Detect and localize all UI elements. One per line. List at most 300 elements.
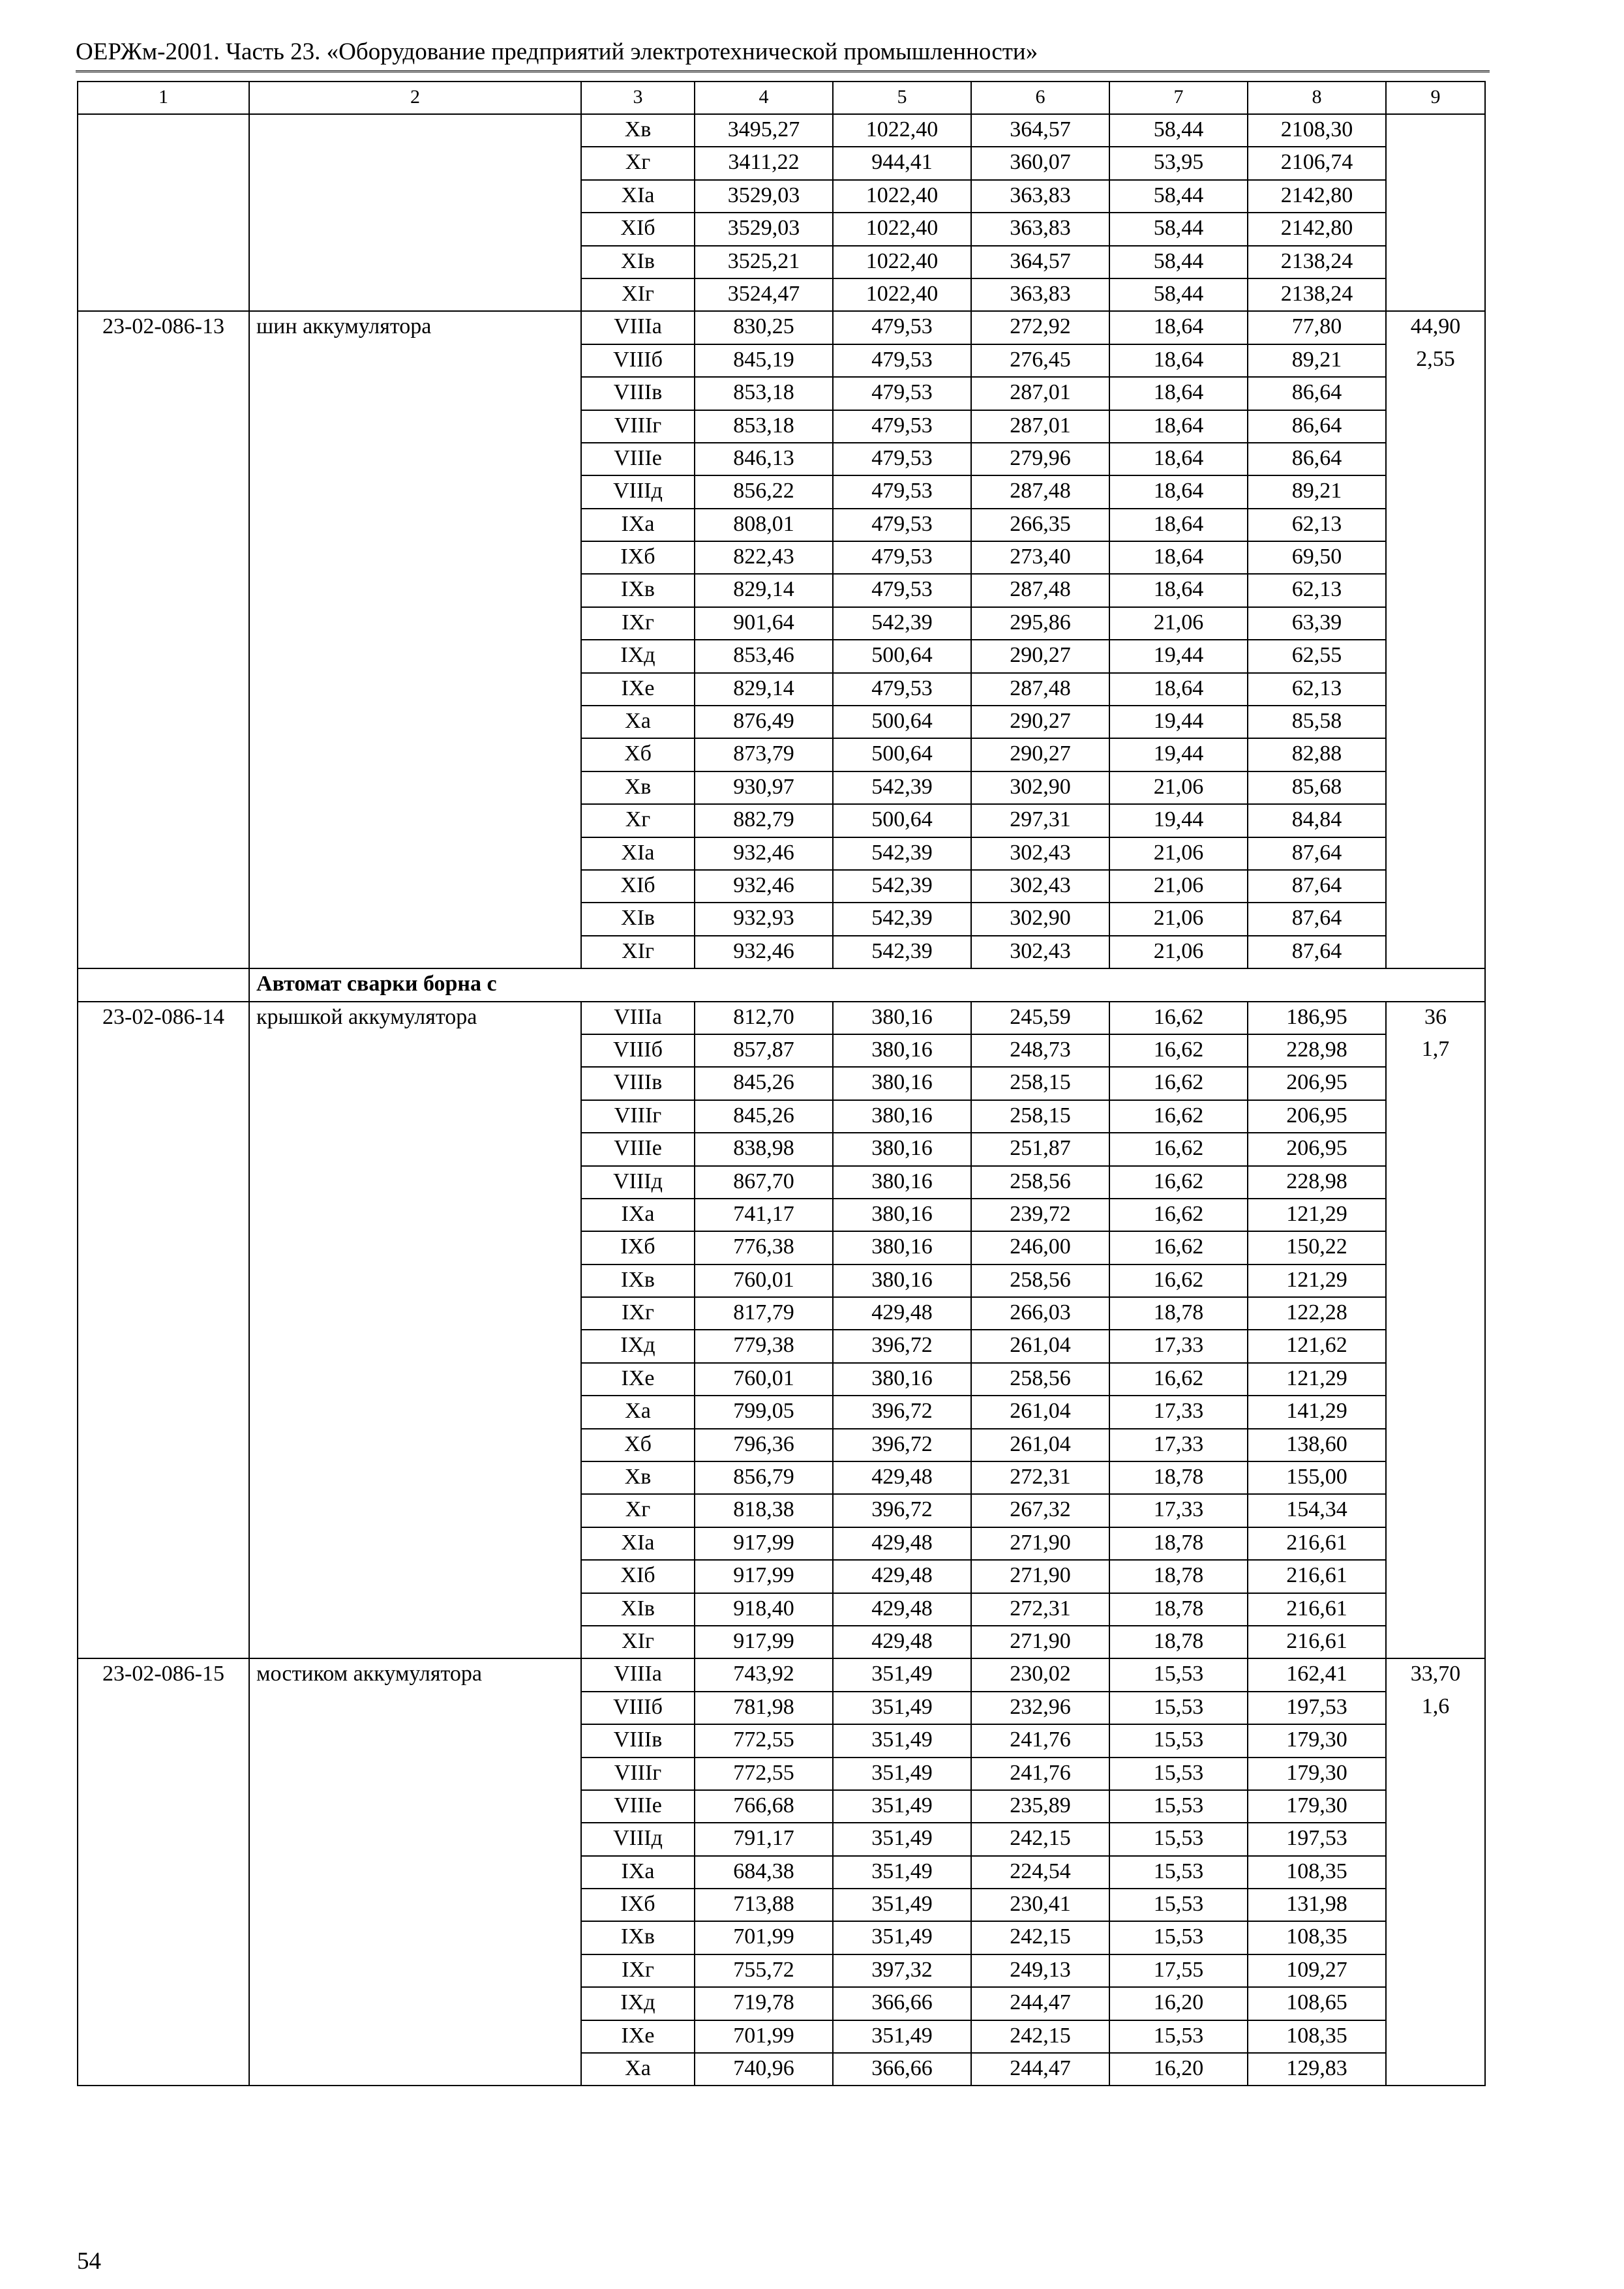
- cell-c8: 216,61: [1248, 1626, 1386, 1658]
- cell-c5: 351,49: [833, 1856, 971, 1889]
- cell-c1: [78, 541, 249, 574]
- cell-c3: XIа: [581, 837, 695, 870]
- cell-c2: [249, 1429, 581, 1461]
- rates-table: [77, 81, 1486, 2086]
- cell-c6: 363,83: [971, 213, 1109, 245]
- cell-c1: [78, 1100, 249, 1133]
- table-row: [78, 1429, 1485, 1461]
- cell-c5: 351,49: [833, 1823, 971, 1855]
- cell-c5: 479,53: [833, 344, 971, 377]
- cell-c7: 19,44: [1109, 640, 1248, 672]
- cell-c2: [249, 1527, 581, 1560]
- cell-c5: 429,48: [833, 1527, 971, 1560]
- cell-c8: 62,13: [1248, 673, 1386, 706]
- cell-c1: [78, 870, 249, 903]
- cell-c5: 366,66: [833, 1987, 971, 2020]
- cell-c1: [78, 1987, 249, 2020]
- cell-c3: XIб: [581, 1560, 695, 1593]
- cell-c5: 479,53: [833, 443, 971, 475]
- cell-c5: 396,72: [833, 1494, 971, 1527]
- cell-c7: 58,44: [1109, 213, 1248, 245]
- cell-c6: 290,27: [971, 640, 1109, 672]
- cell-c6: 258,56: [971, 1363, 1109, 1396]
- cell-c8: 62,55: [1248, 640, 1386, 672]
- cell-c1: [78, 2053, 249, 2086]
- cell-c2: [249, 1231, 581, 1264]
- cell-c8: 108,35: [1248, 1856, 1386, 1889]
- cell-c9: [1386, 1461, 1485, 1494]
- cell-c9: [1386, 1987, 1485, 2020]
- cell-c2: [249, 1856, 581, 1889]
- cell-c6: 271,90: [971, 1560, 1109, 1593]
- cell-c5: 351,49: [833, 1921, 971, 1954]
- cell-c2: [249, 870, 581, 903]
- cell-c2: [249, 1790, 581, 1823]
- cell-c1: [78, 1297, 249, 1330]
- cell-c6: 258,56: [971, 1166, 1109, 1199]
- cell-c8: 162,41: [1248, 1658, 1386, 1691]
- cell-c7: 58,44: [1109, 114, 1248, 147]
- cell-c4: 853,18: [695, 377, 833, 410]
- cell-c9: [1386, 1297, 1485, 1330]
- cell-c8: 154,34: [1248, 1494, 1386, 1527]
- section-empty-cell: [78, 968, 249, 1001]
- cell-c4: 846,13: [695, 443, 833, 475]
- cell-c5: 396,72: [833, 1396, 971, 1428]
- table-row: [78, 1823, 1485, 1855]
- cell-c9: [1386, 1758, 1485, 1790]
- cell-c2: [249, 344, 581, 377]
- cell-c3: VIIIе: [581, 1133, 695, 1165]
- cell-c7: 15,53: [1109, 1889, 1248, 1921]
- cell-c3: IXб: [581, 1231, 695, 1264]
- cell-c4: 799,05: [695, 1396, 833, 1428]
- cell-c7: 19,44: [1109, 804, 1248, 837]
- column-number: 4: [695, 82, 833, 114]
- cell-c4: 867,70: [695, 1166, 833, 1199]
- table-row: [78, 541, 1485, 574]
- cell-c5: 479,53: [833, 377, 971, 410]
- cell-c9: [1386, 574, 1485, 606]
- cell-c9: [1386, 903, 1485, 935]
- column-number: 8: [1248, 82, 1386, 114]
- cell-c4: 856,79: [695, 1461, 833, 1494]
- cell-c7: 16,20: [1109, 2053, 1248, 2086]
- cell-c1: [78, 1330, 249, 1362]
- cell-c8: 2142,80: [1248, 213, 1386, 245]
- cell-c2: [249, 443, 581, 475]
- cell-c5: 429,48: [833, 1593, 971, 1626]
- cell-c9: [1386, 1856, 1485, 1889]
- cell-c1: [78, 1593, 249, 1626]
- cell-c8: 62,13: [1248, 509, 1386, 541]
- cell-c1: [78, 1034, 249, 1067]
- cell-c1: [78, 1724, 249, 1757]
- cell-c9: [1386, 147, 1485, 179]
- cell-c8: 108,65: [1248, 1987, 1386, 2020]
- cell-c7: 15,53: [1109, 1856, 1248, 1889]
- cell-c7: 15,53: [1109, 1790, 1248, 1823]
- cell-c6: 241,76: [971, 1758, 1109, 1790]
- cell-c4: 829,14: [695, 673, 833, 706]
- table-row: [78, 2053, 1485, 2086]
- cell-c1: 23-02-086-13: [78, 311, 249, 344]
- cell-c3: XIа: [581, 1527, 695, 1560]
- cell-c6: 248,73: [971, 1034, 1109, 1067]
- cell-c4: 772,55: [695, 1758, 833, 1790]
- cell-c8: 86,64: [1248, 377, 1386, 410]
- cell-c1: [78, 1823, 249, 1855]
- cell-c5: 380,16: [833, 1133, 971, 1165]
- cell-c1: [78, 1856, 249, 1889]
- cell-c4: 917,99: [695, 1560, 833, 1593]
- cell-c9: [1386, 607, 1485, 640]
- cell-c8: 216,61: [1248, 1560, 1386, 1593]
- table-row: [78, 311, 1485, 344]
- cell-c9: [1386, 1494, 1485, 1527]
- cell-c6: 287,48: [971, 475, 1109, 508]
- cell-c3: VIIIб: [581, 344, 695, 377]
- cell-c1: [78, 1889, 249, 1921]
- cell-c1: 23-02-086-15: [78, 1658, 249, 1691]
- cell-c2: [249, 574, 581, 606]
- table-row: [78, 1461, 1485, 1494]
- table-row: [78, 574, 1485, 606]
- table-row: [78, 1889, 1485, 1921]
- cell-c7: 17,33: [1109, 1330, 1248, 1362]
- cell-c7: 15,53: [1109, 1724, 1248, 1757]
- cell-c8: 2142,80: [1248, 180, 1386, 213]
- column-number: 5: [833, 82, 971, 114]
- cell-c4: 808,01: [695, 509, 833, 541]
- cell-c9: 1,6: [1386, 1692, 1485, 1724]
- cell-c5: 1022,40: [833, 180, 971, 213]
- table-row: [78, 1527, 1485, 1560]
- cell-c8: 179,30: [1248, 1790, 1386, 1823]
- cell-c1: [78, 1790, 249, 1823]
- cell-c3: IXв: [581, 1264, 695, 1297]
- cell-c5: 429,48: [833, 1560, 971, 1593]
- cell-c3: IXг: [581, 1954, 695, 1987]
- cell-c8: 228,98: [1248, 1034, 1386, 1067]
- table-row: [78, 1100, 1485, 1133]
- cell-c4: 701,99: [695, 2020, 833, 2053]
- cell-c2: [249, 2020, 581, 2053]
- cell-c1: [78, 1363, 249, 1396]
- cell-c5: 351,49: [833, 1692, 971, 1724]
- cell-c8: 84,84: [1248, 804, 1386, 837]
- cell-c8: 179,30: [1248, 1758, 1386, 1790]
- cell-c1: [78, 1626, 249, 1658]
- cell-c7: 53,95: [1109, 147, 1248, 179]
- cell-c1: [78, 1461, 249, 1494]
- cell-c2: [249, 180, 581, 213]
- cell-c1: [78, 738, 249, 771]
- cell-c7: 18,78: [1109, 1560, 1248, 1593]
- cell-c1: [78, 147, 249, 179]
- cell-c7: 21,06: [1109, 936, 1248, 968]
- cell-c8: 2106,74: [1248, 147, 1386, 179]
- cell-c4: 3524,47: [695, 278, 833, 311]
- cell-c2: [249, 1461, 581, 1494]
- cell-c2: [249, 1034, 581, 1067]
- cell-c6: 245,59: [971, 1002, 1109, 1034]
- cell-c8: 87,64: [1248, 837, 1386, 870]
- cell-c8: 122,28: [1248, 1297, 1386, 1330]
- cell-c9: [1386, 475, 1485, 508]
- cell-c4: 772,55: [695, 1724, 833, 1757]
- cell-c2: крышкой аккумулятора: [249, 1002, 581, 1034]
- cell-c3: XIб: [581, 870, 695, 903]
- cell-c4: 781,98: [695, 1692, 833, 1724]
- cell-c7: 18,64: [1109, 673, 1248, 706]
- cell-c5: 479,53: [833, 311, 971, 344]
- table-row: [78, 1954, 1485, 1987]
- cell-c7: 18,64: [1109, 509, 1248, 541]
- cell-c7: 19,44: [1109, 738, 1248, 771]
- cell-c7: 18,78: [1109, 1527, 1248, 1560]
- cell-c3: Xв: [581, 114, 695, 147]
- cell-c6: 232,96: [971, 1692, 1109, 1724]
- cell-c7: 16,62: [1109, 1133, 1248, 1165]
- cell-c3: VIIIе: [581, 443, 695, 475]
- table-row: [78, 1067, 1485, 1100]
- cell-c7: 58,44: [1109, 246, 1248, 278]
- cell-c9: [1386, 410, 1485, 443]
- cell-c3: IXд: [581, 1987, 695, 2020]
- cell-c5: 500,64: [833, 804, 971, 837]
- cell-c2: [249, 1921, 581, 1954]
- cell-c1: [78, 1494, 249, 1527]
- cell-c6: 239,72: [971, 1199, 1109, 1231]
- cell-c4: 3525,21: [695, 246, 833, 278]
- cell-c3: XIв: [581, 1593, 695, 1626]
- cell-c6: 258,15: [971, 1100, 1109, 1133]
- cell-c8: 2138,24: [1248, 278, 1386, 311]
- cell-c1: [78, 344, 249, 377]
- cell-c9: 2,55: [1386, 344, 1485, 377]
- cell-c9: [1386, 936, 1485, 968]
- cell-c4: 3529,03: [695, 213, 833, 245]
- cell-c6: 287,01: [971, 377, 1109, 410]
- cell-c5: 479,53: [833, 673, 971, 706]
- cell-c5: 380,16: [833, 1034, 971, 1067]
- cell-c7: 17,33: [1109, 1494, 1248, 1527]
- cell-c2: [249, 1067, 581, 1100]
- cell-c6: 261,04: [971, 1429, 1109, 1461]
- cell-c6: 258,56: [971, 1264, 1109, 1297]
- cell-c9: [1386, 1100, 1485, 1133]
- cell-c1: [78, 180, 249, 213]
- cell-c3: VIIIв: [581, 1724, 695, 1757]
- table-row: [78, 607, 1485, 640]
- cell-c1: [78, 1231, 249, 1264]
- cell-c6: 266,03: [971, 1297, 1109, 1330]
- page-number: 54: [77, 2248, 101, 2275]
- cell-c1: [78, 804, 249, 837]
- cell-c5: 542,39: [833, 771, 971, 804]
- table-row: [78, 344, 1485, 377]
- cell-c4: 817,79: [695, 1297, 833, 1330]
- table-row: [78, 1363, 1485, 1396]
- cell-c9: [1386, 1429, 1485, 1461]
- table-row: [78, 443, 1485, 475]
- cell-c7: 15,53: [1109, 1921, 1248, 1954]
- cell-c9: [1386, 278, 1485, 311]
- cell-c1: [78, 278, 249, 311]
- cell-c8: 108,35: [1248, 1921, 1386, 1954]
- table-row: [78, 1133, 1485, 1165]
- cell-c2: [249, 278, 581, 311]
- table-row: [78, 1856, 1485, 1889]
- cell-c5: 542,39: [833, 936, 971, 968]
- table-row: [78, 640, 1485, 672]
- cell-c5: 380,16: [833, 1363, 971, 1396]
- table-row: [78, 1724, 1485, 1757]
- cell-c9: [1386, 2020, 1485, 2053]
- cell-c5: 396,72: [833, 1429, 971, 1461]
- cell-c3: Xб: [581, 1429, 695, 1461]
- cell-c8: 86,64: [1248, 410, 1386, 443]
- cell-c5: 479,53: [833, 410, 971, 443]
- cell-c8: 82,88: [1248, 738, 1386, 771]
- cell-c3: XIв: [581, 903, 695, 935]
- cell-c7: 16,62: [1109, 1034, 1248, 1067]
- table-row: [78, 771, 1485, 804]
- cell-c1: [78, 607, 249, 640]
- cell-c9: [1386, 640, 1485, 672]
- cell-c6: 272,92: [971, 311, 1109, 344]
- cell-c6: 272,31: [971, 1593, 1109, 1626]
- cell-c2: [249, 541, 581, 574]
- cell-c7: 17,55: [1109, 1954, 1248, 1987]
- cell-c6: 302,43: [971, 837, 1109, 870]
- cell-c1: [78, 2020, 249, 2053]
- cell-c9: [1386, 1527, 1485, 1560]
- table-row: [78, 1626, 1485, 1658]
- cell-c6: 242,15: [971, 2020, 1109, 2053]
- cell-c4: 760,01: [695, 1264, 833, 1297]
- cell-c6: 261,04: [971, 1396, 1109, 1428]
- cell-c3: VIIIа: [581, 311, 695, 344]
- table-row: [78, 903, 1485, 935]
- cell-c5: 542,39: [833, 837, 971, 870]
- cell-c8: 2108,30: [1248, 114, 1386, 147]
- cell-c4: 741,17: [695, 1199, 833, 1231]
- cell-c9: [1386, 706, 1485, 738]
- cell-c9: [1386, 1166, 1485, 1199]
- cell-c6: 297,31: [971, 804, 1109, 837]
- cell-c6: 235,89: [971, 1790, 1109, 1823]
- cell-c9: 36: [1386, 1002, 1485, 1034]
- cell-c7: 15,53: [1109, 1692, 1248, 1724]
- cell-c2: [249, 837, 581, 870]
- cell-c8: 69,50: [1248, 541, 1386, 574]
- cell-c9: [1386, 804, 1485, 837]
- cell-c7: 18,64: [1109, 410, 1248, 443]
- cell-c6: 230,41: [971, 1889, 1109, 1921]
- cell-c6: 302,90: [971, 903, 1109, 935]
- cell-c3: VIIIб: [581, 1692, 695, 1724]
- cell-c3: IXа: [581, 1199, 695, 1231]
- cell-c5: 351,49: [833, 2020, 971, 2053]
- cell-c8: 216,61: [1248, 1593, 1386, 1626]
- cell-c9: [1386, 2053, 1485, 2086]
- cell-c7: 18,64: [1109, 574, 1248, 606]
- cell-c2: [249, 607, 581, 640]
- cell-c4: 719,78: [695, 1987, 833, 2020]
- table-row: [78, 1692, 1485, 1724]
- cell-c1: [78, 640, 249, 672]
- cell-c6: 290,27: [971, 738, 1109, 771]
- cell-c4: 918,40: [695, 1593, 833, 1626]
- cell-c1: [78, 936, 249, 968]
- cell-c8: 121,29: [1248, 1363, 1386, 1396]
- column-number: 2: [249, 82, 581, 114]
- cell-c1: [78, 1527, 249, 1560]
- cell-c1: [78, 1166, 249, 1199]
- cell-c6: 295,86: [971, 607, 1109, 640]
- cell-c5: 500,64: [833, 706, 971, 738]
- table-row: [78, 147, 1485, 179]
- cell-c1: [78, 1199, 249, 1231]
- cell-c4: 822,43: [695, 541, 833, 574]
- cell-c6: 364,57: [971, 246, 1109, 278]
- cell-c4: 3411,22: [695, 147, 833, 179]
- cell-c9: [1386, 1396, 1485, 1428]
- cell-c6: 302,43: [971, 870, 1109, 903]
- cell-c6: 272,31: [971, 1461, 1109, 1494]
- cell-c2: [249, 1100, 581, 1133]
- cell-c2: [249, 1954, 581, 1987]
- cell-c4: 3529,03: [695, 180, 833, 213]
- cell-c9: [1386, 870, 1485, 903]
- cell-c3: IXг: [581, 607, 695, 640]
- cell-c5: 1022,40: [833, 114, 971, 147]
- cell-c3: XIг: [581, 1626, 695, 1658]
- cell-c2: [249, 114, 581, 147]
- cell-c7: 15,53: [1109, 1823, 1248, 1855]
- cell-c5: 380,16: [833, 1100, 971, 1133]
- cell-c5: 542,39: [833, 607, 971, 640]
- cell-c5: 380,16: [833, 1264, 971, 1297]
- cell-c3: XIа: [581, 180, 695, 213]
- cell-c5: 366,66: [833, 2053, 971, 2086]
- cell-c1: [78, 1429, 249, 1461]
- cell-c2: [249, 903, 581, 935]
- table-row: [78, 870, 1485, 903]
- cell-c6: 364,57: [971, 114, 1109, 147]
- cell-c6: 363,83: [971, 278, 1109, 311]
- cell-c4: 932,46: [695, 870, 833, 903]
- document-header: ОЕРЖм-2001. Часть 23. «Оборудование предприятий электротехнической промышленности»: [76, 38, 1490, 72]
- cell-c4: 932,93: [695, 903, 833, 935]
- cell-c3: IXе: [581, 1363, 695, 1396]
- cell-c3: XIг: [581, 936, 695, 968]
- cell-c8: 121,29: [1248, 1199, 1386, 1231]
- cell-c3: VIIIг: [581, 1758, 695, 1790]
- cell-c7: 16,62: [1109, 1100, 1248, 1133]
- cell-c2: [249, 1889, 581, 1921]
- table-row: [78, 804, 1485, 837]
- cell-c2: [249, 1724, 581, 1757]
- table-row: [78, 1494, 1485, 1527]
- cell-c3: Xг: [581, 804, 695, 837]
- cell-c3: XIг: [581, 278, 695, 311]
- cell-c1: [78, 1560, 249, 1593]
- cell-c8: 216,61: [1248, 1527, 1386, 1560]
- table-row: [78, 180, 1485, 213]
